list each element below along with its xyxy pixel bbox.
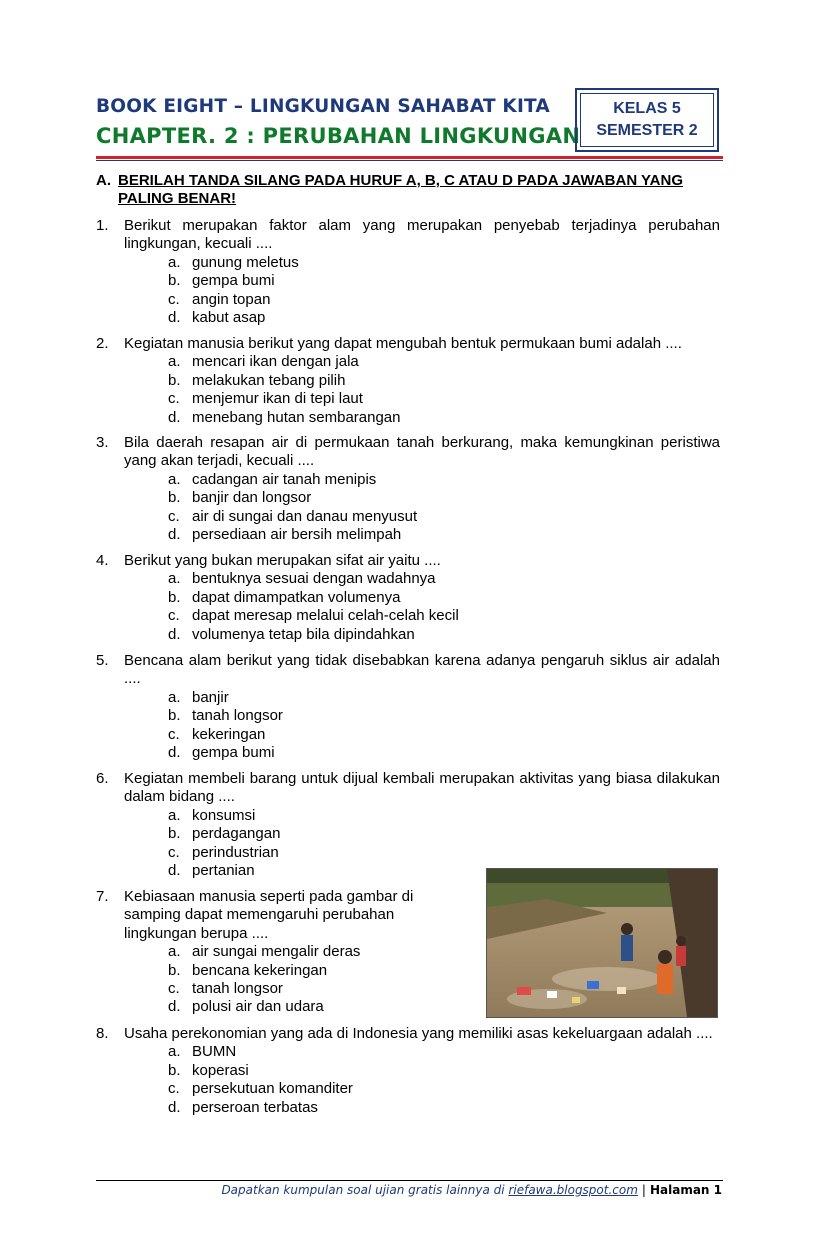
option-text: cadangan air tanah menipis [192,470,377,488]
option-text: menjemur ikan di tepi laut [192,390,363,408]
section-instruction: BERILAH TANDA SILANG PADA HURUF A, B, C ATAU D PADA JAWABAN YANG PALING BENAR! [118,172,684,207]
option-d[interactable] [168,526,720,544]
option-c[interactable] [168,607,720,625]
option-text: persediaan air bersih melimpah [192,526,402,544]
option-text: koperasi [192,1061,249,1079]
option-letter: d. [168,408,181,426]
option-letter: a. [168,353,181,371]
option-c[interactable] [168,508,720,526]
question-3 [96,434,720,544]
option-text: banjir [192,688,229,706]
question-6 [96,770,720,880]
header-divider-blue [96,160,723,161]
option-text: pertanian [192,862,255,880]
option-d[interactable] [168,409,720,427]
option-c[interactable] [168,1080,720,1098]
option-text: air di sungai dan danau menyusut [192,507,418,525]
option-text: menebang hutan sembarangan [192,408,401,426]
chapter-title: CHAPTER. 2 : PERUBAHAN LINGKUNGAN [96,124,581,148]
question-text: Usaha perekonomian yang ada di Indonesia yang memiliki asas kekeluargaan adalah .... [124,1025,713,1042]
option-text: bentuknya sesuai dengan wadahnya [192,570,436,588]
option-letter: a. [168,570,181,588]
option-c[interactable] [168,726,720,744]
option-b[interactable] [168,272,720,290]
footer-text: Dapatkan kumpulan soal ujian gratis lainnya di [221,1183,509,1197]
footer-link[interactable]: riefawa.blogspot.com [508,1183,638,1197]
question-text: Bila daerah resapan air di permukaan tanah berkurang, maka kemungkinan peristiwa yang akan terjadi, kecuali .... [124,434,720,470]
river-pollution-photo [486,868,718,1018]
question-text: Kegiatan manusia berikut yang dapat mengubah bentuk permukaan bumi adalah .... [124,335,682,352]
option-list [168,570,720,644]
option-text: volumenya tetap bila dipindahkan [192,625,415,643]
option-text: tanah longsor [192,707,283,725]
option-letter: b. [168,707,181,725]
option-letter: a. [168,688,181,706]
option-b[interactable] [168,962,436,980]
option-letter: a. [168,1043,181,1061]
option-list [168,471,720,545]
page-footer [96,1183,722,1197]
option-d[interactable] [168,744,720,762]
option-letter: a. [168,806,181,824]
option-a[interactable] [168,1043,720,1061]
option-list [168,1043,720,1117]
option-list [168,254,720,328]
option-text: dapat dimampatkan volumenya [192,588,401,606]
question-number: 6. [96,770,109,787]
option-text: gempa bumi [192,272,275,290]
question-text: Berikut yang bukan merupakan sifat air yaitu .... [124,552,441,569]
option-list [168,943,436,1017]
option-letter: d. [168,744,181,762]
option-c[interactable] [168,390,720,408]
footer-divider [96,1180,723,1181]
option-letter: d. [168,309,181,327]
option-text: perindustrian [192,843,279,861]
option-text: banjir dan longsor [192,489,312,507]
option-letter: a. [168,470,181,488]
question-number: 5. [96,652,109,669]
question-1 [96,217,720,327]
option-letter: c. [168,607,180,625]
option-letter: b. [168,961,181,979]
header-divider-red [96,156,723,159]
option-a[interactable] [168,471,720,489]
option-letter: c. [168,725,180,743]
option-text: BUMN [192,1043,237,1061]
option-b[interactable] [168,489,720,507]
option-text: air sungai mengalir deras [192,943,361,961]
option-text: polusi air dan udara [192,998,324,1016]
option-a[interactable] [168,353,720,371]
option-text: gunung meletus [192,253,299,271]
option-letter: d. [168,526,181,544]
option-list [168,689,720,763]
class-badge [575,88,719,152]
question-5 [96,652,720,762]
option-letter: d. [168,862,181,880]
question-number: 1. [96,217,109,234]
option-text: bencana kekeringan [192,961,328,979]
class-badge-inner [580,93,714,147]
option-letter: b. [168,272,181,290]
question-number: 2. [96,335,109,352]
question-text: Kebiasaan manusia seperti pada gambar di samping dapat memengaruhi perubahan lingkungan berupa .... [124,888,414,942]
option-letter: c. [168,290,180,308]
book-title: BOOK EIGHT – LINGKUNGAN SAHABAT KITA [96,96,550,117]
option-text: mencari ikan dengan jala [192,353,359,371]
option-list [168,353,720,427]
option-letter: d. [168,998,181,1016]
option-d[interactable] [168,1099,720,1117]
question-2 [96,335,720,427]
option-text: tanah longsor [192,980,283,998]
option-letter: b. [168,371,181,389]
question-number: 7. [96,888,109,905]
option-text: dapat meresap melalui celah-celah kecil [192,607,459,625]
option-c[interactable] [168,980,436,998]
question-4 [96,552,720,644]
option-b[interactable] [168,825,720,843]
option-letter: a. [168,253,181,271]
option-text: melakukan tebang pilih [192,371,346,389]
option-letter: c. [168,1080,180,1098]
option-letter: b. [168,588,181,606]
option-letter: d. [168,1098,181,1116]
option-c[interactable] [168,844,720,862]
option-letter: b. [168,825,181,843]
option-text: perdagangan [192,825,281,843]
option-text: angin topan [192,290,271,308]
option-a[interactable] [168,943,436,961]
option-letter: b. [168,489,181,507]
option-text: perseroan terbatas [192,1098,318,1116]
option-letter: d. [168,625,181,643]
option-text: persekutuan komanditer [192,1080,353,1098]
option-c[interactable] [168,291,720,309]
question-number: 8. [96,1025,109,1042]
question-text: Kegiatan membeli barang untuk dijual kembali merupakan aktivitas yang biasa dilakukan dalam bidang .... [124,770,720,806]
option-letter: b. [168,1061,181,1079]
option-d[interactable] [168,998,436,1016]
option-letter: c. [168,507,180,525]
page-number: Halaman 1 [649,1183,722,1197]
option-d[interactable] [168,626,720,644]
question-text: Bencana alam berikut yang tidak disebabkan karena adanya pengaruh siklus air adalah .... [124,652,720,688]
question-7 [96,888,436,1017]
question-8 [96,1025,720,1117]
question-number: 4. [96,552,109,569]
option-letter: c. [168,390,180,408]
option-b[interactable] [168,589,720,607]
option-text: konsumsi [192,806,256,824]
class-label: KELAS 5 [613,100,681,117]
option-a[interactable] [168,254,720,272]
footer-separator: | [641,1183,646,1197]
option-d[interactable] [168,309,720,327]
option-text: kabut asap [192,309,266,327]
option-b[interactable] [168,707,720,725]
option-letter: c. [168,980,180,998]
option-letter: a. [168,943,181,961]
option-b[interactable] [168,372,720,390]
option-text: gempa bumi [192,744,275,762]
option-text: kekeringan [192,725,266,743]
question-text: Berikut merupakan faktor alam yang merupakan penyebab terjadinya perubahan lingkungan, kecuali .... [124,217,720,253]
option-a[interactable] [168,689,720,707]
option-a[interactable] [168,570,720,588]
question-number: 3. [96,434,109,451]
option-letter: c. [168,843,180,861]
option-b[interactable] [168,1062,720,1080]
semester-label: SEMESTER 2 [596,122,698,139]
section-letter: A. [96,172,111,189]
option-a[interactable] [168,807,720,825]
